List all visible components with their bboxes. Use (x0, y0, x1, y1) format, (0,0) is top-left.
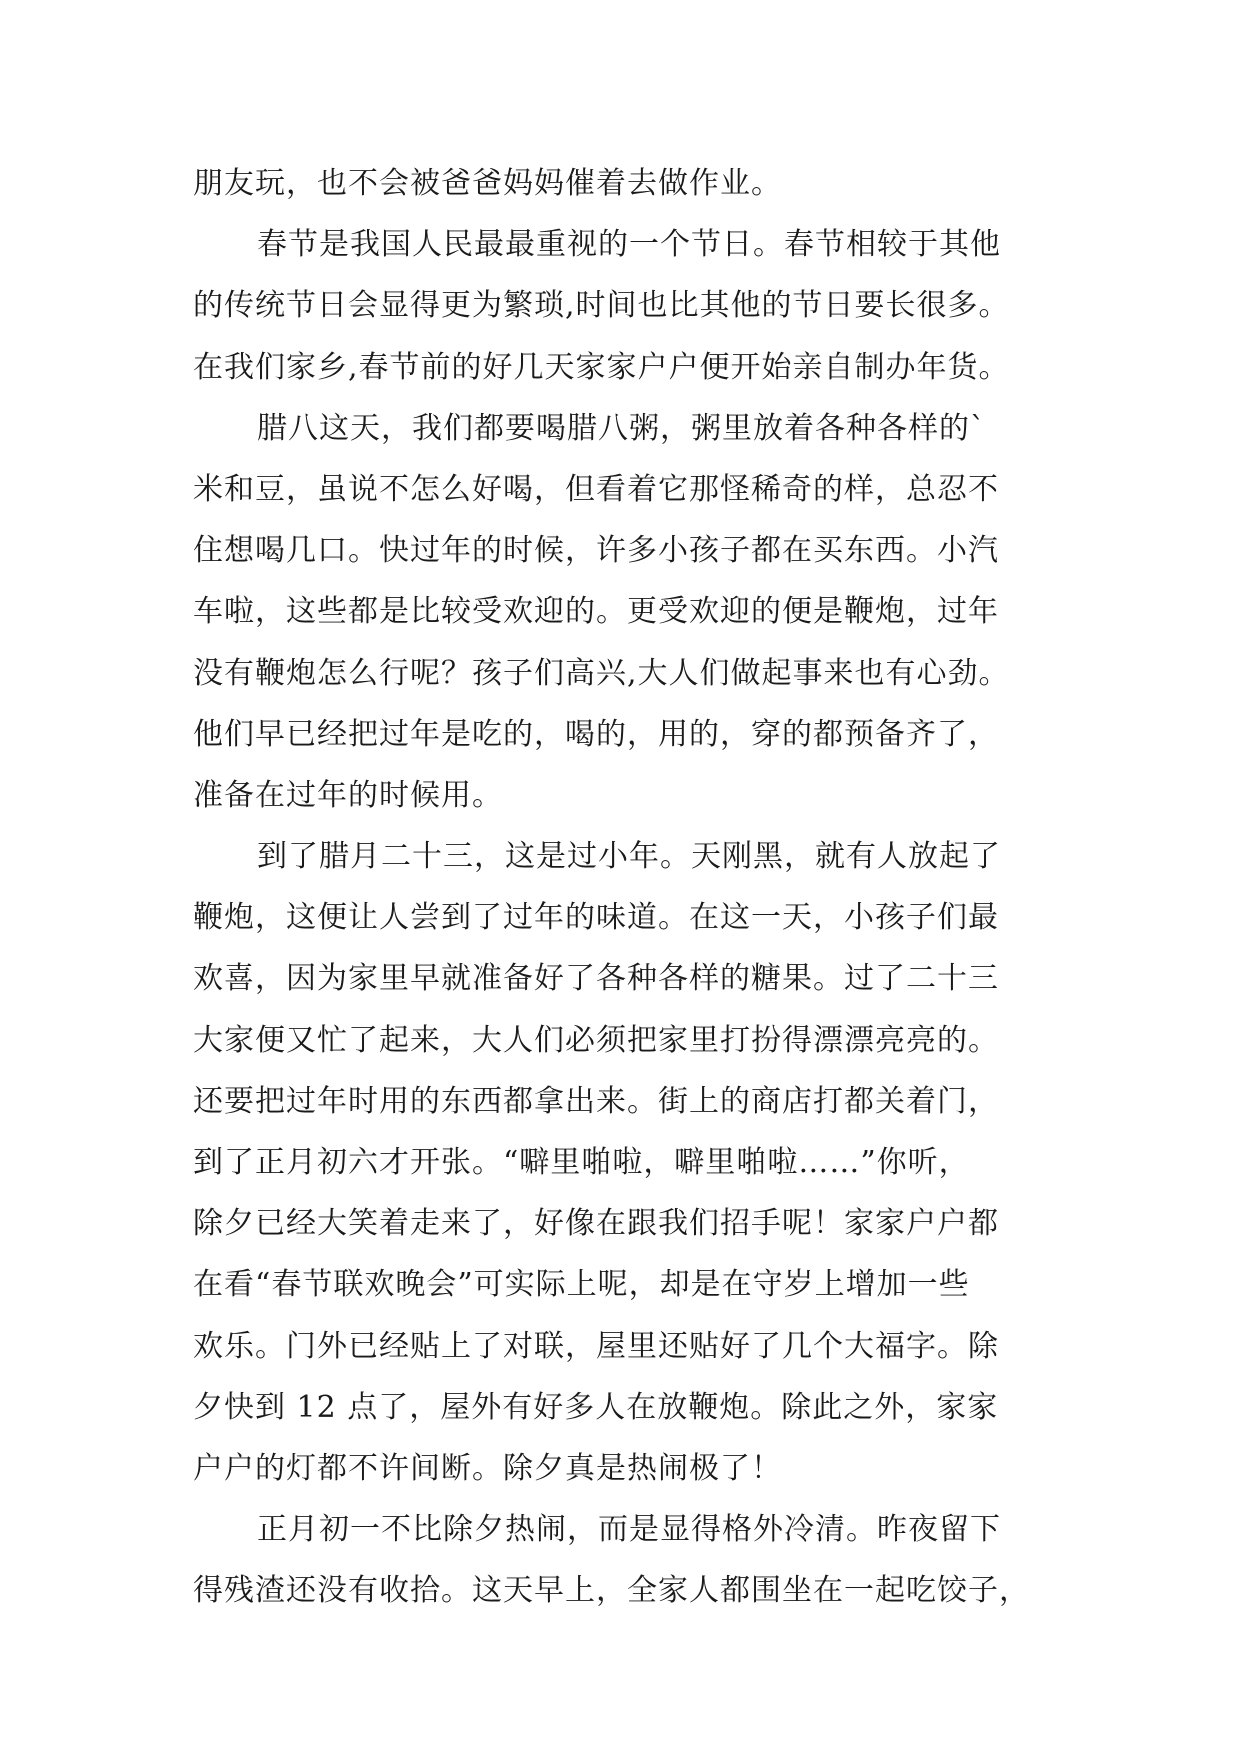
text-line: 鞭炮，这便让人尝到了过年的味道。在这一天，小孩子们最 (193, 900, 999, 936)
text-line: 没有鞭炮怎么行呢？孩子们高兴,大人们做起事来也有心劲。 (193, 655, 1010, 691)
text-line: 欢喜，因为家里早就准备好了各种各样的糖果。过了二十三 (193, 961, 999, 997)
text-line: 朋友玩，也不会被爸爸妈妈催着去做作业。 (193, 166, 782, 201)
text-line: 到了腊月二十三，这是过小年。天刚黑，就有人放起了 (257, 839, 1001, 875)
text-line: 大家便又忙了起来，大人们必须把家里打扮得漂漂亮亮的。 (193, 1022, 999, 1058)
body-text (193, 153, 1063, 1622)
text-line: 他们早已经把过年是吃的，喝的，用的，穿的都预备齐了， (193, 716, 999, 752)
text-line: 住想喝几口。快过年的时候，许多小孩子都在买东西。小汽 (193, 533, 999, 569)
text-line: 腊八这天，我们都要喝腊八粥，粥里放着各种各样的` (257, 410, 986, 446)
text-line: 正月初一不比除夕热闹，而是显得格外冷清。昨夜留下 (257, 1512, 1001, 1548)
text-line: 欢乐。门外已经贴上了对联，屋里还贴好了几个大福字。除 (193, 1328, 999, 1364)
text-line: 户户的灯都不许间断。除夕真是热闹极了！ (193, 1450, 782, 1486)
text-line: 夕快到 12 点了，屋外有好多人在放鞭炮。除此之外，家家 (193, 1389, 999, 1425)
text-line: 米和豆，虽说不怎么好喝，但看着它那怪稀奇的样，总忍不 (193, 471, 999, 507)
text-line: 的传统节日会显得更为繁琐,时间也比其他的节日要长很多。 (193, 288, 1010, 324)
text-line: 准备在过年的时候用。 (193, 777, 503, 813)
text-line: 在看“春节联欢晚会”可实际上呢，却是在守岁上增加一些 (193, 1267, 970, 1303)
text-line: 春节是我国人民最最重视的一个节日。春节相较于其他 (257, 227, 1001, 263)
text-line: 到了正月初六才开张。“噼里啪啦，噼里啪啦……”你听， (193, 1145, 970, 1180)
text-line: 得残渣还没有收拾。这天早上，全家人都围坐在一起吃饺子， (193, 1573, 1030, 1609)
text-line: 除夕已经大笑着走来了，好像在跟我们招手呢！家家户户都 (193, 1206, 999, 1242)
text-line: 在我们家乡,春节前的好几天家家户户便开始亲自制办年货。 (193, 349, 1010, 385)
text-line: 车啦，这些都是比较受欢迎的。更受欢迎的便是鞭炮，过年 (193, 594, 999, 630)
text-line: 还要把过年时用的东西都拿出来。街上的商店打都关着门， (193, 1083, 999, 1119)
